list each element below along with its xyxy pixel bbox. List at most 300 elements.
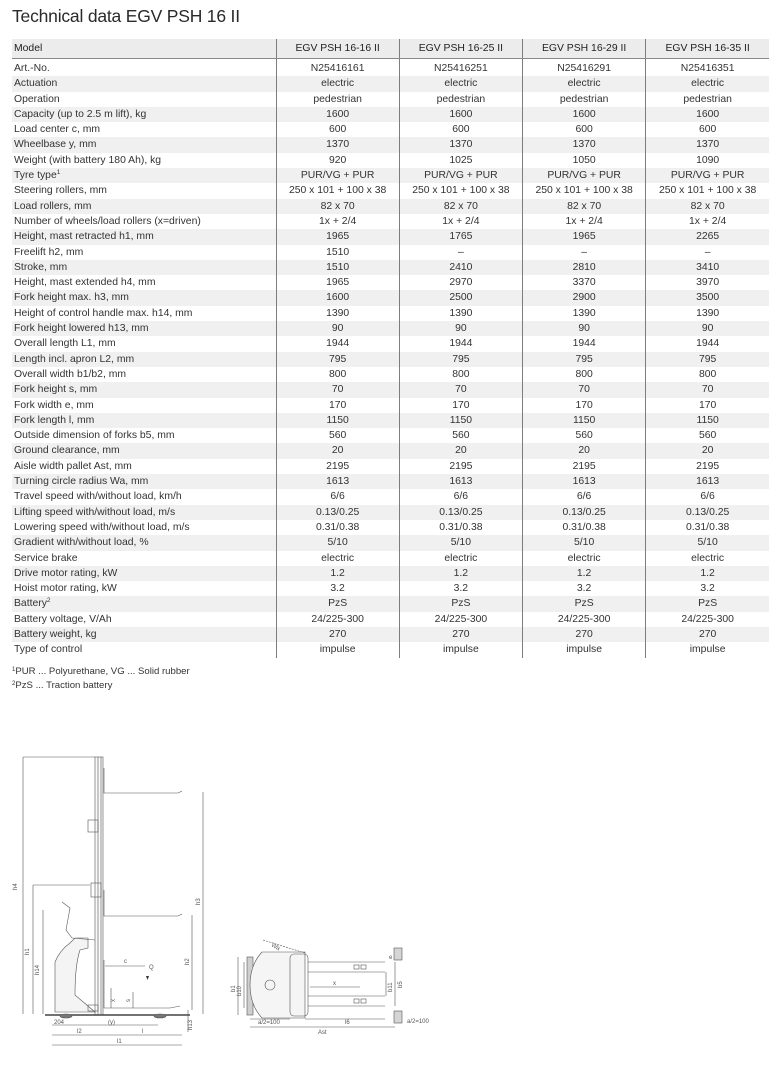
load-arrow-icon — [146, 976, 149, 980]
cell-model-3: pedestrian — [523, 92, 646, 107]
cell-model-1: 1965 — [276, 229, 399, 244]
cell-model-4: 0.31/0.38 — [646, 520, 769, 535]
cell-model-2: PzS — [399, 596, 522, 611]
label-wa: Wa — [270, 942, 281, 953]
cell-model-2: 1765 — [399, 229, 522, 244]
row-label-text: Service brake — [14, 552, 78, 564]
cell-model-3: 24/225-300 — [523, 612, 646, 627]
row-label-text: Load rollers, mm — [14, 200, 92, 212]
row-label — [12, 260, 276, 275]
cell-model-2: – — [399, 245, 522, 260]
footnote-1 — [12, 665, 190, 679]
cell-model-4: 1600 — [646, 107, 769, 122]
cell-model-2: 1390 — [399, 306, 522, 321]
cell-model-3: 2900 — [523, 290, 646, 305]
cell-model-4: 1390 — [646, 306, 769, 321]
row-label — [12, 489, 276, 504]
cell-model-3: 1050 — [523, 153, 646, 168]
row-label-text: Fork length l, mm — [14, 414, 95, 426]
row-label-text: Overall width b1/b2, mm — [14, 368, 127, 380]
cell-model-3: 1965 — [523, 229, 646, 244]
cell-model-4: 6/6 — [646, 489, 769, 504]
row-label-text: Ground clearance, mm — [14, 445, 120, 457]
cell-model-2: pedestrian — [399, 92, 522, 107]
cell-model-1: 1965 — [276, 275, 399, 290]
cell-model-4: 1.2 — [646, 566, 769, 581]
cell-model-1: 0.31/0.38 — [276, 520, 399, 535]
table-row — [12, 367, 769, 382]
cell-model-4: 1150 — [646, 413, 769, 428]
table-row — [12, 59, 769, 77]
row-label — [12, 566, 276, 581]
cell-model-2: 24/225-300 — [399, 612, 522, 627]
footnote-mark: 1 — [12, 667, 16, 673]
table-row — [12, 306, 769, 321]
cell-model-2: 6/6 — [399, 489, 522, 504]
load-roller — [154, 1014, 166, 1018]
cell-model-3: 0.31/0.38 — [523, 520, 646, 535]
cell-model-1: impulse — [276, 642, 399, 657]
label-l: l — [142, 1029, 144, 1035]
cell-model-1: 1613 — [276, 474, 399, 489]
cell-model-4: electric — [646, 551, 769, 566]
row-label — [12, 627, 276, 642]
row-label — [12, 290, 276, 305]
row-label-text: Stroke, mm — [14, 261, 68, 273]
table-row — [12, 290, 769, 305]
cell-model-4: 170 — [646, 398, 769, 413]
footnote-ref: 1 — [56, 169, 61, 177]
table-row — [12, 168, 769, 183]
table-row — [12, 245, 769, 260]
table-row — [12, 275, 769, 290]
cell-model-2: 800 — [399, 367, 522, 382]
cell-model-4: 3410 — [646, 260, 769, 275]
top-view-drawing — [238, 940, 402, 1027]
cell-model-1: 600 — [276, 122, 399, 137]
label-a2-right: a/2=100 — [407, 1019, 429, 1025]
row-label — [12, 367, 276, 382]
table-row — [12, 107, 769, 122]
cell-model-3: 6/6 — [523, 489, 646, 504]
cell-model-1: 270 — [276, 627, 399, 642]
cell-model-1: 1.2 — [276, 566, 399, 581]
cell-model-3: 3.2 — [523, 581, 646, 596]
cell-model-4: N25416351 — [646, 59, 769, 77]
row-label — [12, 199, 276, 214]
cell-model-3: 800 — [523, 367, 646, 382]
label-ast: Ast — [318, 1030, 327, 1036]
row-label-text: Freelift h2, mm — [14, 246, 84, 258]
cell-model-2: 1025 — [399, 153, 522, 168]
cell-model-1: electric — [276, 551, 399, 566]
row-label-text: Fork height max. h3, mm — [14, 292, 129, 304]
row-label — [12, 428, 276, 443]
cell-model-1: 795 — [276, 352, 399, 367]
row-label-text: Fork height s, mm — [14, 384, 98, 396]
load-roller-top — [354, 965, 359, 969]
table-row — [12, 505, 769, 520]
cell-model-3: electric — [523, 551, 646, 566]
dim-wa — [263, 940, 305, 953]
cell-model-2: impulse — [399, 642, 522, 657]
cell-model-2: 795 — [399, 352, 522, 367]
cell-model-4: 82 x 70 — [646, 199, 769, 214]
row-label-text: Wheelbase y, mm — [14, 139, 97, 151]
row-label — [12, 443, 276, 458]
cell-model-1: 90 — [276, 321, 399, 336]
cell-model-1: 1510 — [276, 260, 399, 275]
table-row — [12, 612, 769, 627]
row-label — [12, 474, 276, 489]
table-body — [12, 59, 769, 658]
row-label — [12, 137, 276, 152]
table-row — [12, 137, 769, 152]
row-label-text: Capacity (up to 2.5 m lift), kg — [14, 108, 147, 120]
row-label-text: Height, mast extended h4, mm — [14, 277, 156, 289]
cell-model-3: 250 x 101 + 100 x 38 — [523, 183, 646, 198]
cell-model-3: 1150 — [523, 413, 646, 428]
label-l1: l1 — [117, 1039, 122, 1045]
cell-model-4: 1944 — [646, 336, 769, 351]
cell-model-2: 560 — [399, 428, 522, 443]
footnote-ref: 2 — [46, 597, 51, 605]
cell-model-1: 1510 — [276, 245, 399, 260]
row-label-text: Length incl. apron L2, mm — [14, 353, 135, 365]
label-a2-left: a/2=100 — [258, 1020, 280, 1026]
cell-model-2: 1600 — [399, 107, 522, 122]
cell-model-3: 560 — [523, 428, 646, 443]
label-e: e — [389, 955, 393, 961]
row-label-text: Lifting speed with/without load, m/s — [14, 506, 176, 518]
cell-model-1: 250 x 101 + 100 x 38 — [276, 183, 399, 198]
cell-model-3: 1.2 — [523, 566, 646, 581]
row-label-text: Travel speed with/without load, km/h — [14, 491, 182, 503]
upper-fork — [104, 768, 182, 793]
cell-model-4: PUR/VG + PUR — [646, 168, 769, 183]
cell-model-1: 1150 — [276, 413, 399, 428]
row-label — [12, 505, 276, 520]
table-row — [12, 153, 769, 168]
table-row — [12, 535, 769, 550]
cell-model-1: 2195 — [276, 459, 399, 474]
table-row — [12, 76, 769, 91]
cell-model-4: 1613 — [646, 474, 769, 489]
cell-model-2: 1150 — [399, 413, 522, 428]
cell-model-3: 2195 — [523, 459, 646, 474]
cell-model-3: 270 — [523, 627, 646, 642]
row-label — [12, 245, 276, 260]
label-b11: b11 — [388, 982, 394, 992]
table-row — [12, 122, 769, 137]
cell-model-2: 0.31/0.38 — [399, 520, 522, 535]
row-label — [12, 551, 276, 566]
cell-model-3: 70 — [523, 382, 646, 397]
table-row — [12, 581, 769, 596]
cell-model-4: 800 — [646, 367, 769, 382]
label-y: (y) — [108, 1020, 115, 1026]
row-label — [12, 520, 276, 535]
cell-model-1: 3.2 — [276, 581, 399, 596]
cell-model-1: 1600 — [276, 107, 399, 122]
row-label — [12, 122, 276, 137]
cell-model-4: 3.2 — [646, 581, 769, 596]
cell-model-1: N25416161 — [276, 59, 399, 77]
chassis-top — [250, 952, 305, 1018]
header-model-2: EGV PSH 16-25 II — [399, 39, 522, 59]
cell-model-2: 2970 — [399, 275, 522, 290]
cell-model-4: 70 — [646, 382, 769, 397]
row-label — [12, 168, 276, 183]
cell-model-1: 800 — [276, 367, 399, 382]
row-label-text: Weight (with battery 180 Ah), kg — [14, 154, 162, 166]
row-label-text: Operation — [14, 93, 60, 105]
cell-model-1: PzS — [276, 596, 399, 611]
row-label — [12, 321, 276, 336]
table-row — [12, 642, 769, 657]
cell-model-4: – — [646, 245, 769, 260]
footnote-text: PzS ... Traction battery — [15, 679, 113, 691]
cell-model-3: 1600 — [523, 107, 646, 122]
table-row — [12, 382, 769, 397]
cell-model-1: 24/225-300 — [276, 612, 399, 627]
footnote-mark: 2 — [12, 680, 16, 687]
row-label — [12, 59, 276, 77]
row-label-text: Fork height lowered h13, mm — [14, 323, 149, 335]
label-s: s — [126, 999, 132, 1002]
row-label — [12, 535, 276, 550]
cell-model-1: 920 — [276, 153, 399, 168]
label-h4: h4 — [13, 883, 19, 890]
cell-model-2: N25416251 — [399, 59, 522, 77]
cell-model-4: 1370 — [646, 137, 769, 152]
row-label-text: Outside dimension of forks b5, mm — [14, 430, 175, 442]
cell-model-4: 1x + 2/4 — [646, 214, 769, 229]
row-label-text: Drive motor rating, kW — [14, 567, 118, 579]
load-roller-top — [361, 965, 366, 969]
pallet-block-bottom — [394, 1011, 402, 1023]
cell-model-1: 0.13/0.25 — [276, 505, 399, 520]
cell-model-2: electric — [399, 551, 522, 566]
row-label — [12, 413, 276, 428]
row-label — [12, 183, 276, 198]
cell-model-4: 5/10 — [646, 535, 769, 550]
label-h1: h1 — [25, 948, 31, 955]
cell-model-2: 1x + 2/4 — [399, 214, 522, 229]
cell-model-1: 1600 — [276, 290, 399, 305]
cell-model-1: 1x + 2/4 — [276, 214, 399, 229]
cell-model-3: N25416291 — [523, 59, 646, 77]
cell-model-4: 2195 — [646, 459, 769, 474]
table-row — [12, 474, 769, 489]
row-label-text: Tyre type — [14, 170, 57, 182]
table-row — [12, 92, 769, 107]
cell-model-2: 600 — [399, 122, 522, 137]
middle-fork — [104, 890, 182, 916]
table-row — [12, 413, 769, 428]
cell-model-3: 20 — [523, 443, 646, 458]
cell-model-4: 20 — [646, 443, 769, 458]
mast — [95, 757, 103, 1015]
cell-model-2: 0.13/0.25 — [399, 505, 522, 520]
label-x-top: x — [333, 981, 336, 987]
cell-model-4: 2265 — [646, 229, 769, 244]
cell-model-2: 20 — [399, 443, 522, 458]
cell-model-4: 270 — [646, 627, 769, 642]
header-model-3: EGV PSH 16-29 II — [523, 39, 646, 59]
table-row — [12, 489, 769, 504]
cell-model-2: PUR/VG + PUR — [399, 168, 522, 183]
row-label — [12, 398, 276, 413]
table-row — [12, 229, 769, 244]
dimension-drawings — [0, 740, 775, 1068]
table-row — [12, 566, 769, 581]
cell-model-3: 5/10 — [523, 535, 646, 550]
table-row — [12, 260, 769, 275]
cell-model-3: 90 — [523, 321, 646, 336]
cell-model-2: 1.2 — [399, 566, 522, 581]
label-h2: h2 — [185, 958, 191, 965]
cell-model-4: 1090 — [646, 153, 769, 168]
header-model-4: EGV PSH 16-35 II — [646, 39, 769, 59]
load-roller-bottom — [361, 999, 366, 1003]
label-c: c — [124, 959, 127, 965]
cell-model-2: 1370 — [399, 137, 522, 152]
table-row — [12, 398, 769, 413]
cell-model-3: 170 — [523, 398, 646, 413]
cell-model-2: 70 — [399, 382, 522, 397]
cell-model-2: 5/10 — [399, 535, 522, 550]
row-label — [12, 107, 276, 122]
cell-model-4: 24/225-300 — [646, 612, 769, 627]
cell-model-3: 2810 — [523, 260, 646, 275]
cell-model-3: impulse — [523, 642, 646, 657]
row-label-text: Height, mast retracted h1, mm — [14, 231, 154, 243]
row-label-text: Battery weight, kg — [14, 628, 97, 640]
cell-model-1: 1390 — [276, 306, 399, 321]
cell-model-3: electric — [523, 76, 646, 91]
row-label — [12, 596, 276, 611]
side-view-labels — [13, 883, 202, 1045]
cell-model-2: 3.2 — [399, 581, 522, 596]
row-label-text: Actuation — [14, 78, 58, 90]
row-label-text: Type of control — [14, 644, 83, 656]
row-label — [12, 612, 276, 627]
row-label-text: Height of control handle max. h14, mm — [14, 307, 193, 319]
row-label — [12, 352, 276, 367]
table-row — [12, 214, 769, 229]
row-label-text: Art.-No. — [14, 63, 50, 74]
table-row — [12, 459, 769, 474]
technical-data-table — [12, 39, 769, 658]
row-label — [12, 153, 276, 168]
footnote-2 — [12, 679, 190, 693]
cell-model-1: pedestrian — [276, 92, 399, 107]
label-b5: b5 — [398, 981, 404, 988]
table-header-row — [12, 39, 769, 59]
row-label — [12, 459, 276, 474]
cell-model-1: 6/6 — [276, 489, 399, 504]
cell-model-1: 70 — [276, 382, 399, 397]
cell-model-3: 795 — [523, 352, 646, 367]
cell-model-2: electric — [399, 76, 522, 91]
row-label-text: Hoist motor rating, kW — [14, 583, 117, 595]
cell-model-2: 82 x 70 — [399, 199, 522, 214]
row-label — [12, 275, 276, 290]
table-row — [12, 428, 769, 443]
row-label-text: Turning circle radius Wa, mm — [14, 476, 149, 488]
row-label — [12, 92, 276, 107]
row-label — [12, 382, 276, 397]
row-label-text: Load center c, mm — [14, 124, 101, 136]
cell-model-3: 1613 — [523, 474, 646, 489]
cell-model-2: 1944 — [399, 336, 522, 351]
label-h14: h14 — [35, 964, 41, 975]
cell-model-1: 20 — [276, 443, 399, 458]
cell-model-4: impulse — [646, 642, 769, 657]
cell-model-4: 90 — [646, 321, 769, 336]
table-row — [12, 627, 769, 642]
label-b10: b10 — [237, 985, 243, 996]
truck-body — [55, 938, 95, 1012]
footnotes — [12, 665, 190, 692]
row-label — [12, 76, 276, 91]
header-model-1: EGV PSH 16-16 II — [276, 39, 399, 59]
row-label-text: Overall length L1, mm — [14, 338, 116, 350]
cell-model-1: 82 x 70 — [276, 199, 399, 214]
cell-model-2: 2500 — [399, 290, 522, 305]
cell-model-3: 1370 — [523, 137, 646, 152]
cell-model-3: 600 — [523, 122, 646, 137]
control-handle — [62, 902, 72, 938]
cell-model-4: pedestrian — [646, 92, 769, 107]
table-row — [12, 551, 769, 566]
dimension-drawings-svg — [0, 740, 775, 1063]
cell-model-1: 1944 — [276, 336, 399, 351]
row-label-text: Steering rollers, mm — [14, 185, 107, 197]
cell-model-3: 1390 — [523, 306, 646, 321]
row-label — [12, 642, 276, 657]
table-row — [12, 443, 769, 458]
table-row — [12, 183, 769, 198]
cell-model-2: 250 x 101 + 100 x 38 — [399, 183, 522, 198]
table-row — [12, 596, 769, 611]
load-roller-bottom — [354, 999, 359, 1003]
table-row — [12, 520, 769, 535]
cell-model-4: 600 — [646, 122, 769, 137]
cell-model-3: – — [523, 245, 646, 260]
cell-model-4: electric — [646, 76, 769, 91]
label-l2: l2 — [77, 1029, 82, 1035]
cell-model-4: 3500 — [646, 290, 769, 305]
label-l6: l6 — [345, 1020, 350, 1026]
row-label-text: Battery voltage, V/Ah — [14, 613, 112, 625]
cell-model-1: electric — [276, 76, 399, 91]
label-h13: h13 — [188, 1019, 194, 1030]
row-label-text: Number of wheels/load rollers (x=driven) — [14, 215, 201, 227]
table-row — [12, 199, 769, 214]
cell-model-3: 0.13/0.25 — [523, 505, 646, 520]
label-h3: h3 — [196, 898, 202, 905]
cell-model-2: 2410 — [399, 260, 522, 275]
label-204: 204 — [54, 1020, 65, 1026]
page-title: Technical data EGV PSH 16 II — [12, 6, 240, 26]
row-label-text: Fork width e, mm — [14, 399, 94, 411]
table-row — [12, 321, 769, 336]
cell-model-2: 170 — [399, 398, 522, 413]
cell-model-4: 795 — [646, 352, 769, 367]
label-b1: b1 — [231, 985, 237, 992]
